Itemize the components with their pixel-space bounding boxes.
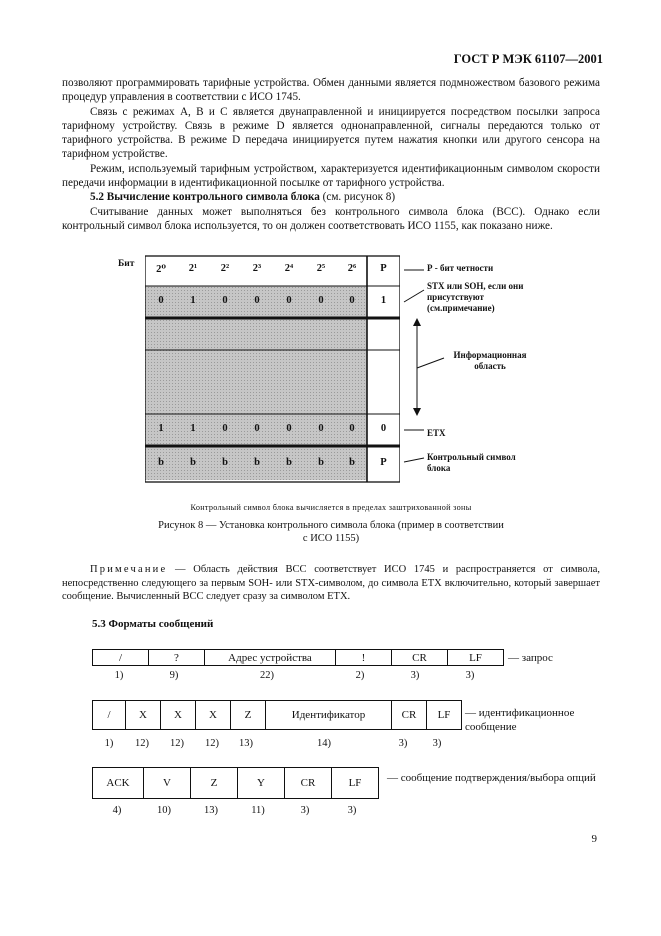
fmt2-cell: X [126, 701, 161, 730]
bit-weight-cell: 2⁶ [347, 263, 357, 274]
etx-bit-cell: 0 [349, 423, 355, 434]
format-request-desc: — запрос [508, 652, 553, 664]
bcc-grid [145, 254, 400, 486]
bit-weight-cell: P [380, 263, 387, 274]
fmt3-cell: Y [238, 768, 285, 799]
start-bit-cell: 0 [318, 295, 324, 306]
note [62, 563, 600, 604]
label-info: Информационная область [453, 350, 527, 371]
fmt2-ref: 3) [398, 738, 408, 749]
fmt1-ref: 3) [465, 670, 475, 681]
caption-line-1: Рисунок 8 — Установка контрольного символа блока (пример в соответствии [158, 520, 504, 531]
fmt3-ref: 3) [347, 805, 357, 816]
fmt2-ref: 14) [317, 738, 331, 749]
bcc-bit-cell: b [349, 457, 355, 468]
start-bit-cell: 0 [254, 295, 260, 306]
fmt2-ref: 13) [239, 738, 253, 749]
format-ack [92, 767, 379, 799]
start-bit-cell: 1 [190, 295, 196, 306]
note-text: — Область действия BCC соответствует ИСО 1745 и распространяется от символа, непосредственно следующего за первым SOH- или STX-символом, до символа ETX включительно, который завершает сообщение. Вычисленный BCC следует сразу за символом ETX. [62, 564, 600, 602]
bcc-bit-cell: b [158, 457, 164, 468]
bit-weight-cell: 2⁰ [156, 264, 166, 275]
section-5-2-ref: (см. рисунок 8) [319, 191, 396, 204]
etx-bit-cell: 0 [254, 423, 260, 434]
fmt2-cell: Идентификатор [266, 701, 392, 730]
hatch-note: Контрольный символ блока вычисляется в пределах заштрихованной зоны [190, 503, 472, 512]
fmt3-cell: ACK [93, 768, 144, 799]
fmt2-ref: 3) [432, 738, 442, 749]
body-text [62, 76, 600, 233]
fmt1-cell: / [93, 650, 149, 666]
fmt2-cell: CR [392, 701, 427, 730]
fmt1-cell: ? [149, 650, 205, 666]
bcc-bit-cell: b [286, 457, 292, 468]
format-identification [92, 700, 462, 730]
paragraph-3: Режим, используемый тарифным устройством, характеризуется идентификационным символом скорости передачи информации в идентификационной посылке от тарифного устройства. [62, 162, 600, 190]
start-bit-cell: 0 [286, 295, 292, 306]
bit-weight-cell: 2³ [252, 263, 262, 274]
fmt1-cell: Адрес устройства [205, 650, 336, 666]
fmt2-ref: 12) [205, 738, 219, 749]
fmt2-cell: / [93, 701, 126, 730]
fmt2-cell: LF [427, 701, 462, 730]
bcc-bit-cell: P [380, 457, 387, 468]
fmt1-cell: CR [392, 650, 448, 666]
paragraph-2: Связь с режимах А, В и С является двунаправленной и инициируется посредством посылки запроса тарифному устройству. Связь в режиме D является однонаправленной, сигналы передаются только от тарифного устройства. В режиме D передача инициируется путем нажатия кнопки или другого сенсора на тарифном устройстве. [62, 105, 600, 161]
start-bit-cell: 1 [380, 295, 387, 306]
fmt3-cell: Z [191, 768, 238, 799]
fmt3-ref: 11) [251, 805, 265, 816]
etx-bit-cell: 0 [222, 423, 228, 434]
note-label: Примечание [90, 564, 168, 575]
fmt1-ref: 1) [114, 670, 124, 681]
etx-bit-cell: 1 [190, 423, 196, 434]
section-5-3-heading: 5.3 Форматы сообщений [92, 618, 214, 630]
bcc-bit-cell: b [254, 457, 260, 468]
fmt3-ref: 4) [112, 805, 122, 816]
page-header: ГОСТ Р МЭК 61107—2001 [453, 52, 603, 66]
fmt1-ref: 9) [169, 670, 179, 681]
fmt2-ref: 1) [104, 738, 114, 749]
bcc-bit-cell: b [222, 457, 228, 468]
etx-bit-cell: 0 [318, 423, 324, 434]
bcc-bit-cell: b [318, 457, 324, 468]
bcc-bit-cell: b [190, 457, 196, 468]
etx-bit-cell: 0 [380, 423, 387, 434]
paragraph-1: позволяют программировать тарифные устройства. Обмен данными является подмножеством базового режима процедур управления в соответствии с ИСО 1745. [62, 77, 600, 104]
fmt1-cell: LF [448, 650, 504, 666]
bit-weight-cell: 2¹ [188, 263, 198, 274]
etx-bit-cell: 1 [158, 423, 164, 434]
page-number: 9 [591, 833, 597, 845]
fmt2-ref: 12) [170, 738, 184, 749]
format-ack-desc: — сообщение подтверждения/выбора опций [387, 772, 596, 784]
fmt2-ref: 12) [135, 738, 149, 749]
start-bit-cell: 0 [158, 295, 164, 306]
paragraph-5-2: Считывание данных может выполняться без контрольного символа блока (BCC). Однако если контрольный символ блока используется, то он должен соответствовать ИСО 1155, как показано ниже. [62, 205, 600, 232]
label-stx: STX или SOH, если они присутствуют (см.примечание) [427, 281, 524, 313]
fmt3-ref: 10) [157, 805, 171, 816]
figure-caption [62, 519, 600, 545]
fmt3-ref: 3) [300, 805, 310, 816]
bit-weight-cell: 2⁴ [284, 263, 294, 274]
caption-line-2: с ИСО 1155) [302, 533, 360, 544]
fmt1-ref: 3) [410, 670, 420, 681]
bit-weight-cell: 2² [220, 263, 230, 274]
figure-8 [118, 254, 565, 489]
fmt3-ref: 13) [204, 805, 218, 816]
hatched-area [145, 286, 367, 480]
label-etx: ETX [427, 428, 446, 438]
fmt2-cell: Z [231, 701, 266, 730]
format-identification-desc: — идентификационное сообщение [465, 707, 575, 733]
bit-weight-cell: 2⁵ [316, 263, 326, 274]
leader-lines [400, 254, 470, 486]
format-request [92, 649, 504, 666]
fmt1-ref: 2) [355, 670, 365, 681]
label-parity: Р - бит четности [427, 263, 494, 273]
fmt3-cell: LF [332, 768, 379, 799]
fmt1-ref: 22) [260, 670, 274, 681]
section-5-2-title: 5.2 Вычисление контрольного символа блока [90, 191, 320, 204]
section-5-2-heading [62, 190, 600, 204]
fmt1-cell: ! [336, 650, 392, 666]
fmt3-cell: CR [285, 768, 332, 799]
fmt3-cell: V [144, 768, 191, 799]
fmt2-cell: X [196, 701, 231, 730]
etx-bit-cell: 0 [286, 423, 292, 434]
bit-label: Бит [118, 259, 135, 269]
fmt2-cell: X [161, 701, 196, 730]
label-bcc: Контрольный символ блока [427, 452, 516, 473]
start-bit-cell: 0 [222, 295, 228, 306]
start-bit-cell: 0 [349, 295, 355, 306]
